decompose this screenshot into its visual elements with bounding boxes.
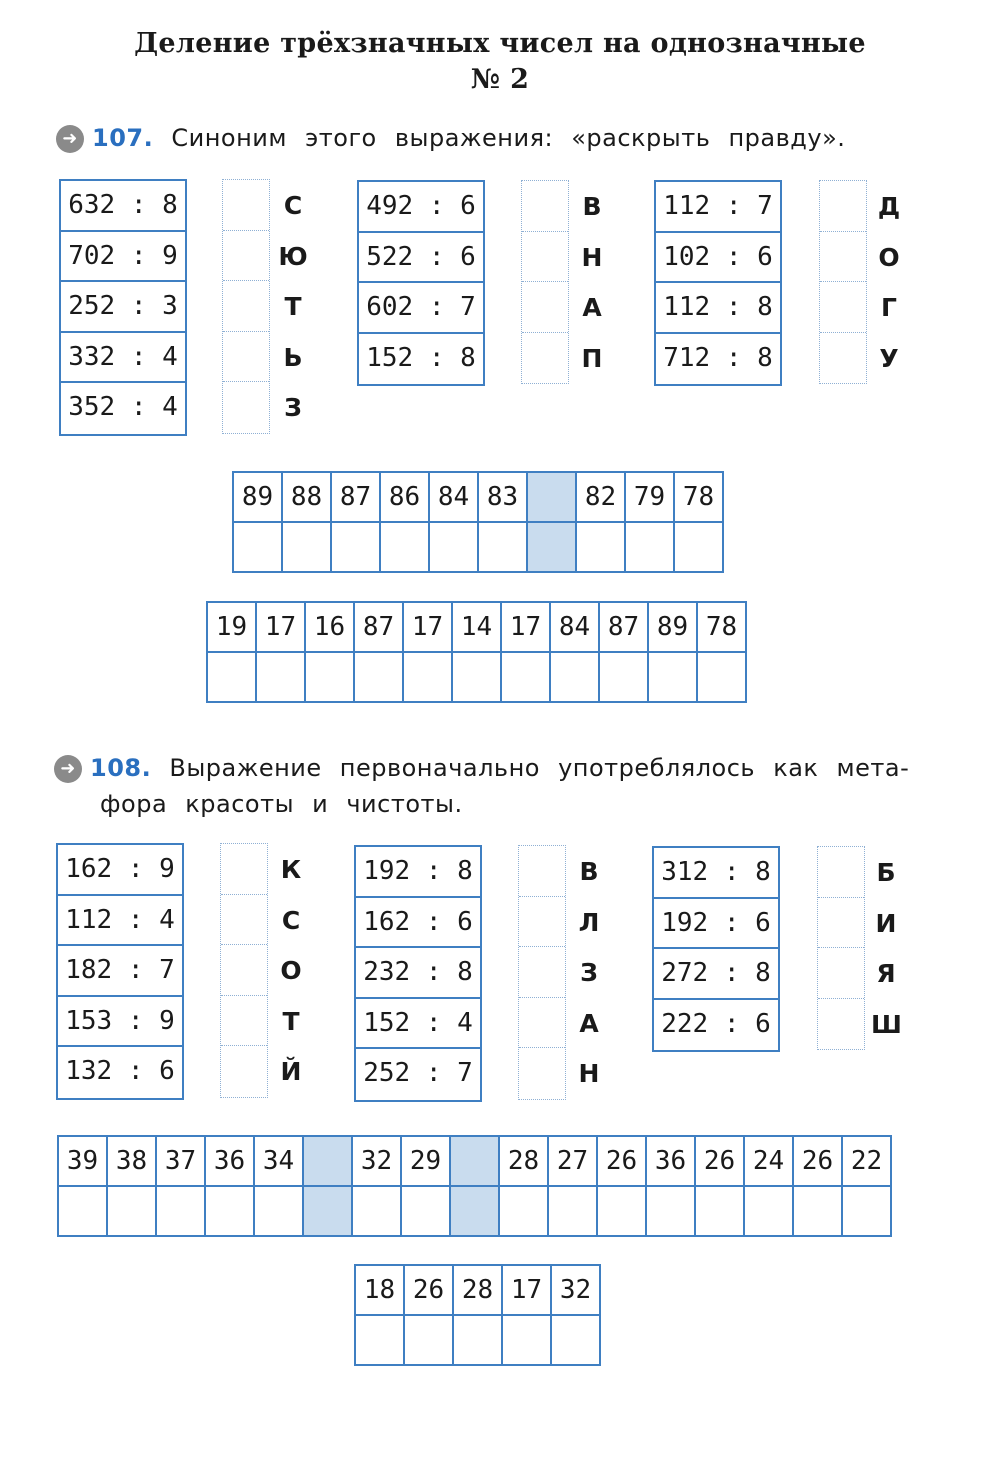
arrow-right-icon: ➜ [56, 125, 84, 153]
division-expression: 332 : 4 [61, 333, 185, 384]
grid-letter-input[interactable] [793, 1186, 842, 1236]
grid-number-cell: 17 [502, 1265, 551, 1315]
division-expression: 252 : 3 [61, 282, 185, 333]
grid-number-cell: 26 [793, 1136, 842, 1186]
task108-col2-answers [518, 845, 566, 1100]
grid-number-cell: 24 [744, 1136, 793, 1186]
task107-col1-expressions [59, 179, 187, 436]
grid-number-cell: 37 [156, 1136, 205, 1186]
grid-letter-input[interactable] [599, 652, 648, 702]
grid-number-cell: 78 [697, 602, 746, 652]
grid-number-cell: 84 [550, 602, 599, 652]
grid-letter-input[interactable] [404, 1315, 453, 1365]
division-expression: 102 : 6 [656, 233, 780, 284]
grid-letter-input[interactable] [648, 652, 697, 702]
grid-number-cell: 26 [404, 1265, 453, 1315]
grid-letter-input[interactable] [501, 652, 550, 702]
grid-letter-input[interactable] [429, 522, 478, 572]
grid-letter-input[interactable] [58, 1186, 107, 1236]
cipher-letter: Д [877, 192, 901, 221]
grid-number-cell: 17 [256, 602, 305, 652]
answer-input-box[interactable] [818, 847, 864, 898]
grid-letter-input[interactable] [354, 652, 403, 702]
cipher-letter: Я [876, 959, 896, 988]
page-subtitle: № 2 [470, 64, 530, 95]
division-expression: 702 : 9 [61, 232, 185, 283]
grid-number-cell: 88 [282, 472, 331, 522]
answer-input-box[interactable] [223, 382, 269, 433]
task108-col2-expressions [354, 845, 482, 1102]
arrow-right-icon: ➜ [54, 755, 82, 783]
cipher-letter: З [580, 958, 598, 987]
grid-letter-input[interactable] [576, 522, 625, 572]
answer-input-box[interactable] [818, 948, 864, 999]
answer-input-box[interactable] [223, 231, 269, 282]
grid-number-cell: 78 [674, 472, 723, 522]
cipher-letter: Ь [283, 342, 303, 372]
task-108-text-line1: Выражение первоначально употреблялось как мета- [169, 754, 910, 782]
answer-input-box[interactable] [221, 895, 267, 946]
division-expression: 162 : 6 [356, 898, 480, 949]
grid-letter-input[interactable] [499, 1186, 548, 1236]
task107-col1-answers [222, 179, 270, 434]
cipher-letter: А [582, 293, 602, 322]
task107-col2-letters [577, 182, 607, 384]
cipher-letter: П [581, 343, 603, 373]
task107-col3-expressions [654, 180, 782, 386]
division-expression: 522 : 6 [359, 233, 483, 284]
answer-input-box[interactable] [223, 180, 269, 231]
grid-number-cell: 86 [380, 472, 429, 522]
task108-col3-letters [871, 848, 901, 1050]
grid-letter-input[interactable] [548, 1186, 597, 1236]
grid-letter-input[interactable] [401, 1186, 450, 1236]
grid-number-cell: 26 [695, 1136, 744, 1186]
cipher-letter: О [280, 956, 302, 985]
task-108-number: 108. [90, 754, 152, 782]
division-expression: 602 : 7 [359, 283, 483, 334]
cipher-letter: Г [881, 293, 897, 322]
grid-letter-input[interactable] [695, 1186, 744, 1236]
task-107-heading [56, 124, 845, 153]
grid-letter-input[interactable] [550, 652, 599, 702]
division-expression: 222 : 6 [661, 1008, 771, 1039]
task-107-text: Синоним этого выражения: «раскрыть правду». [171, 124, 846, 152]
answer-input-box[interactable] [522, 181, 568, 232]
cipher-letter: Б [876, 858, 896, 887]
cipher-letter: Т [284, 292, 302, 321]
cipher-letter: А [579, 1008, 599, 1038]
shaded-space-cell [450, 1186, 499, 1236]
shaded-space-cell [303, 1186, 352, 1236]
answer-input-box[interactable] [818, 898, 864, 949]
cipher-letter: У [879, 343, 899, 373]
answer-input-box[interactable] [522, 282, 568, 333]
task-108-heading [54, 754, 909, 783]
cipher-letter: Н [578, 1059, 600, 1088]
answer-input-box[interactable] [223, 332, 269, 383]
grid-number-cell: 22 [842, 1136, 891, 1186]
grid-letter-input[interactable] [352, 1186, 401, 1236]
grid-letter-input[interactable] [233, 522, 282, 572]
grid-number-cell: 84 [429, 472, 478, 522]
answer-input-box[interactable] [519, 998, 565, 1049]
task-107-number: 107. [92, 124, 154, 152]
grid-letter-input[interactable] [156, 1186, 205, 1236]
division-expression: 162 : 9 [58, 845, 182, 896]
cipher-letter: О [878, 242, 900, 272]
cipher-letter: Й [280, 1057, 302, 1086]
task-108-answer-grid-1 [57, 1135, 892, 1237]
grid-number-cell: 17 [403, 602, 452, 652]
grid-number-cell: 29 [401, 1136, 450, 1186]
cipher-letter: В [582, 192, 602, 221]
answer-input-box[interactable] [820, 282, 866, 333]
division-expression: 112 : 4 [58, 896, 182, 947]
division-expression: 232 : 8 [356, 948, 480, 999]
answer-input-box[interactable] [223, 281, 269, 332]
grid-letter-input[interactable] [674, 522, 723, 572]
grid-number-cell: 18 [355, 1265, 404, 1315]
cipher-letter: Л [578, 907, 600, 937]
shaded-space-cell [527, 522, 576, 572]
division-expression: 712 : 8 [663, 342, 773, 373]
task-108-text-line2: фора красоты и чистоты. [100, 790, 463, 818]
task108-col1-expressions [56, 843, 184, 1100]
cipher-letter: С [281, 905, 301, 935]
cipher-letter: К [280, 855, 302, 884]
grid-letter-input[interactable] [355, 1315, 404, 1365]
division-expression: 112 : 8 [656, 283, 780, 334]
shaded-space-cell [450, 1136, 499, 1186]
grid-letter-input[interactable] [597, 1186, 646, 1236]
page-title: Деление трёхзначных чисел на однозначные [134, 28, 866, 59]
division-expression: 272 : 8 [654, 949, 778, 1000]
division-expression: 632 : 8 [61, 181, 185, 232]
grid-number-cell: 27 [548, 1136, 597, 1186]
shaded-space-cell [527, 472, 576, 522]
grid-number-cell: 89 [648, 602, 697, 652]
task108-col3-answers [817, 846, 865, 1050]
answer-input-box[interactable] [522, 232, 568, 283]
cipher-letter: Т [282, 1006, 300, 1036]
task107-col3-letters [874, 182, 904, 384]
task-107-answer-grid-2 [206, 601, 747, 703]
grid-number-cell: 28 [453, 1265, 502, 1315]
grid-letter-input[interactable] [282, 522, 331, 572]
grid-number-cell: 87 [354, 602, 403, 652]
answer-input-box[interactable] [519, 1048, 565, 1099]
grid-number-cell: 83 [478, 472, 527, 522]
cipher-letter: Ю [278, 241, 308, 271]
grid-number-cell: 17 [501, 602, 550, 652]
grid-number-cell: 14 [452, 602, 501, 652]
grid-number-cell: 32 [551, 1265, 600, 1315]
grid-letter-input[interactable] [453, 1315, 502, 1365]
cipher-letter: В [579, 857, 599, 886]
answer-input-box[interactable] [221, 996, 267, 1047]
grid-letter-input[interactable] [305, 652, 354, 702]
grid-letter-input[interactable] [254, 1186, 303, 1236]
grid-letter-input[interactable] [646, 1186, 695, 1236]
grid-letter-input[interactable] [697, 652, 746, 702]
task107-col1-letters [278, 181, 308, 434]
grid-number-cell: 82 [576, 472, 625, 522]
division-expression: 192 : 6 [654, 899, 778, 950]
grid-number-cell: 39 [58, 1136, 107, 1186]
shaded-space-cell [303, 1136, 352, 1186]
division-expression: 492 : 6 [359, 182, 483, 233]
grid-letter-input[interactable] [625, 522, 674, 572]
grid-number-cell: 26 [597, 1136, 646, 1186]
task107-col2-answers [521, 180, 569, 384]
answer-input-box[interactable] [522, 333, 568, 384]
grid-letter-input[interactable] [452, 652, 501, 702]
task108-col1-letters [276, 845, 306, 1098]
answer-input-box[interactable] [519, 897, 565, 948]
answer-input-box[interactable] [820, 333, 866, 384]
division-expression: 152 : 8 [366, 342, 476, 373]
answer-input-box[interactable] [221, 945, 267, 996]
grid-number-cell: 87 [331, 472, 380, 522]
division-expression: 252 : 7 [363, 1058, 473, 1088]
grid-letter-input[interactable] [107, 1186, 156, 1236]
grid-letter-input[interactable] [331, 522, 380, 572]
grid-number-cell: 28 [499, 1136, 548, 1186]
answer-input-box[interactable] [519, 846, 565, 897]
grid-letter-input[interactable] [551, 1315, 600, 1365]
task108-col1-answers [220, 843, 268, 1098]
division-expression: 182 : 7 [58, 946, 182, 997]
division-expression: 352 : 4 [68, 392, 178, 422]
grid-letter-input[interactable] [502, 1315, 551, 1365]
cipher-letter: З [284, 393, 302, 422]
task108-col3-expressions [652, 846, 780, 1052]
cipher-letter: С [283, 191, 303, 220]
division-expression: 132 : 6 [65, 1056, 175, 1086]
answer-input-box[interactable] [820, 232, 866, 283]
cipher-letter: Н [581, 242, 603, 272]
grid-number-cell: 87 [599, 602, 648, 652]
answer-input-box[interactable] [221, 1046, 267, 1097]
grid-number-cell: 32 [352, 1136, 401, 1186]
grid-number-cell: 38 [107, 1136, 156, 1186]
grid-number-cell: 79 [625, 472, 674, 522]
division-expression: 152 : 4 [356, 999, 480, 1050]
division-expression: 153 : 9 [58, 997, 182, 1048]
grid-number-cell: 89 [233, 472, 282, 522]
grid-number-cell: 19 [207, 602, 256, 652]
grid-number-cell: 36 [205, 1136, 254, 1186]
answer-input-box[interactable] [820, 181, 866, 232]
task-107-answer-grid-1 [232, 471, 724, 573]
grid-letter-input[interactable] [842, 1186, 891, 1236]
grid-letter-input[interactable] [205, 1186, 254, 1236]
grid-number-cell: 36 [646, 1136, 695, 1186]
cipher-letter: И [875, 908, 897, 938]
division-expression: 312 : 8 [654, 848, 778, 899]
cipher-letter: Ш [871, 1009, 902, 1039]
grid-letter-input[interactable] [478, 522, 527, 572]
task107-col3-answers [819, 180, 867, 384]
grid-number-cell: 16 [305, 602, 354, 652]
answer-input-box[interactable] [818, 999, 864, 1050]
division-expression: 192 : 8 [356, 847, 480, 898]
task108-col2-letters [574, 847, 604, 1100]
grid-letter-input[interactable] [207, 652, 256, 702]
answer-input-box[interactable] [221, 844, 267, 895]
task107-col2-expressions [357, 180, 485, 386]
grid-number-cell: 34 [254, 1136, 303, 1186]
grid-letter-input[interactable] [403, 652, 452, 702]
grid-letter-input[interactable] [744, 1186, 793, 1236]
answer-input-box[interactable] [519, 947, 565, 998]
grid-letter-input[interactable] [380, 522, 429, 572]
task-108-answer-grid-2 [354, 1264, 601, 1366]
division-expression: 112 : 7 [656, 182, 780, 233]
grid-letter-input[interactable] [256, 652, 305, 702]
